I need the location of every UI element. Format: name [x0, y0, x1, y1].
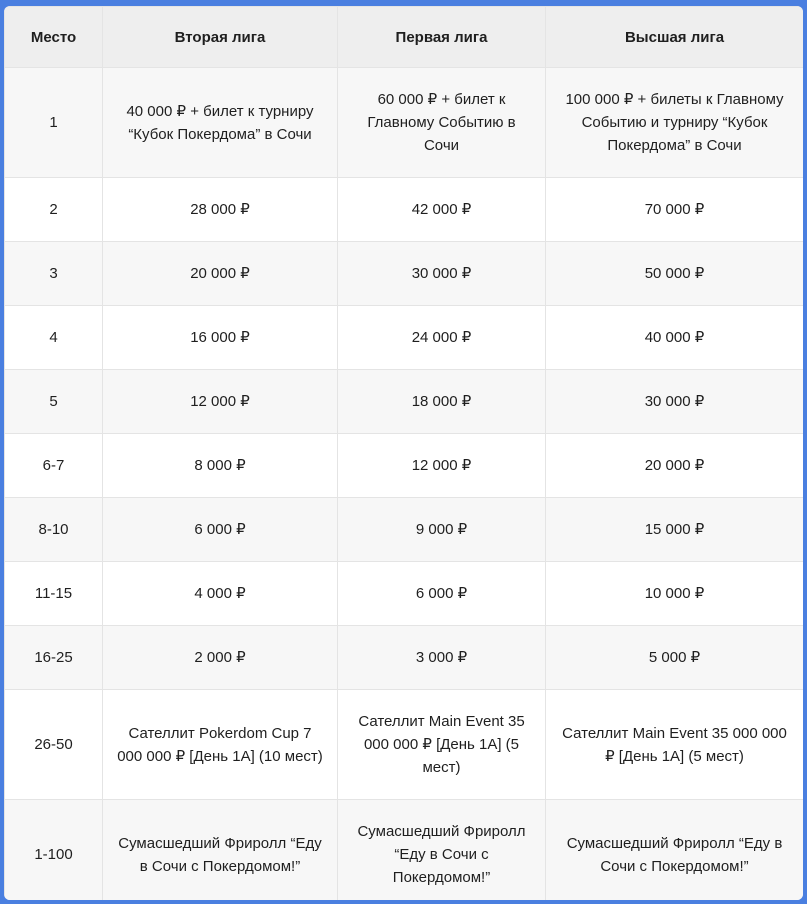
- prize-table-card: [4, 6, 803, 900]
- first-league-cell: 6 000 ₽: [338, 562, 546, 626]
- place-cell: 2: [5, 178, 103, 242]
- place-cell: 5: [5, 370, 103, 434]
- table-row: [5, 242, 804, 306]
- second-league-cell: Сателлит Pokerdom Cup 7 000 000 ₽ [День 1A] (10 мест): [103, 690, 338, 800]
- place-cell: 4: [5, 306, 103, 370]
- top-league-cell: 20 000 ₽: [546, 434, 804, 498]
- top-league-cell: 30 000 ₽: [546, 370, 804, 434]
- prize-table: [4, 6, 803, 900]
- table-header-row: [5, 7, 804, 68]
- top-league-cell: 10 000 ₽: [546, 562, 804, 626]
- second-league-cell: 2 000 ₽: [103, 626, 338, 690]
- table-row: [5, 434, 804, 498]
- table-row: [5, 178, 804, 242]
- second-league-cell: Сумасшедший Фриролл “Еду в Сочи с Покердомом!”: [103, 800, 338, 901]
- first-league-cell: 18 000 ₽: [338, 370, 546, 434]
- top-league-cell: 70 000 ₽: [546, 178, 804, 242]
- first-league-cell: 30 000 ₽: [338, 242, 546, 306]
- header-second-league: Вторая лига: [103, 7, 338, 68]
- place-cell: 8-10: [5, 498, 103, 562]
- second-league-cell: 28 000 ₽: [103, 178, 338, 242]
- first-league-cell: 9 000 ₽: [338, 498, 546, 562]
- place-cell: 26-50: [5, 690, 103, 800]
- table-row: [5, 370, 804, 434]
- place-cell: 1: [5, 68, 103, 178]
- second-league-cell: 16 000 ₽: [103, 306, 338, 370]
- top-league-cell: 5 000 ₽: [546, 626, 804, 690]
- place-cell: 11-15: [5, 562, 103, 626]
- second-league-cell: 4 000 ₽: [103, 562, 338, 626]
- first-league-cell: Сумасшедший Фриролл “Еду в Сочи с Покердомом!”: [338, 800, 546, 901]
- first-league-cell: 60 000 ₽ + билет к Главному Событию в Сочи: [338, 68, 546, 178]
- place-cell: 3: [5, 242, 103, 306]
- table-row: [5, 690, 804, 800]
- top-league-cell: 15 000 ₽: [546, 498, 804, 562]
- top-league-cell: 50 000 ₽: [546, 242, 804, 306]
- first-league-cell: 42 000 ₽: [338, 178, 546, 242]
- table-row: [5, 498, 804, 562]
- top-league-cell: Сумасшедший Фриролл “Еду в Сочи с Покердомом!”: [546, 800, 804, 901]
- top-league-cell: 100 000 ₽ + билеты к Главному Событию и турниру “Кубок Покердома” в Сочи: [546, 68, 804, 178]
- first-league-cell: 3 000 ₽: [338, 626, 546, 690]
- header-first-league: Первая лига: [338, 7, 546, 68]
- second-league-cell: 20 000 ₽: [103, 242, 338, 306]
- first-league-cell: Сателлит Main Event 35 000 000 ₽ [День 1A] (5 мест): [338, 690, 546, 800]
- place-cell: 16-25: [5, 626, 103, 690]
- header-top-league: Высшая лига: [546, 7, 804, 68]
- place-cell: 1-100: [5, 800, 103, 901]
- header-place: Место: [5, 7, 103, 68]
- second-league-cell: 12 000 ₽: [103, 370, 338, 434]
- second-league-cell: 6 000 ₽: [103, 498, 338, 562]
- first-league-cell: 24 000 ₽: [338, 306, 546, 370]
- table-row: [5, 626, 804, 690]
- top-league-cell: 40 000 ₽: [546, 306, 804, 370]
- second-league-cell: 8 000 ₽: [103, 434, 338, 498]
- table-row: [5, 306, 804, 370]
- table-row: [5, 800, 804, 901]
- first-league-cell: 12 000 ₽: [338, 434, 546, 498]
- second-league-cell: 40 000 ₽ + билет к турниру “Кубок Покердома” в Сочи: [103, 68, 338, 178]
- top-league-cell: Сателлит Main Event 35 000 000 ₽ [День 1A] (5 мест): [546, 690, 804, 800]
- place-cell: 6-7: [5, 434, 103, 498]
- table-row: [5, 68, 804, 178]
- table-row: [5, 562, 804, 626]
